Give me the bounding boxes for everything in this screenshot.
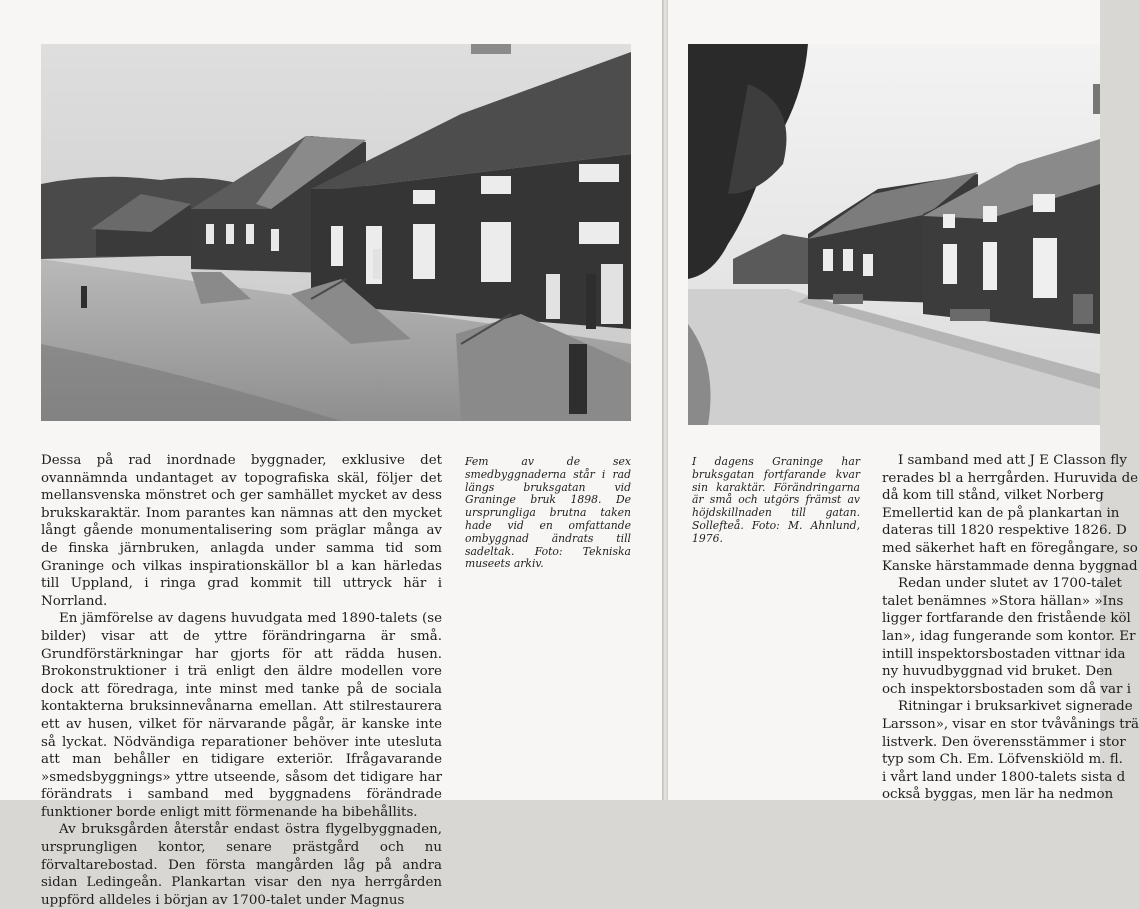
text-line: då kom till stånd, vilket Norberg	[882, 488, 1104, 504]
text-line: med säkerhet haft en föregångare, so	[882, 540, 1138, 556]
text-line: typ som Ch. Em. Löfvenskiöld m. fl.	[882, 752, 1123, 768]
text-line: och inspektorsbostaden som då var i	[882, 681, 1131, 697]
text-line: ny huvudbyggnad vid bruket. Den	[882, 664, 1113, 680]
text-line: talet benämnes »Stora hällan» »Ins	[882, 593, 1124, 609]
paragraph: Av bruksgården återstår endast östra flygelbyggnaden, ursprungligen kontor, senare prästgård och nu förvaltarebostad. Den första mangården låg på andra sidan Ledingeån. Plankartan visar den nya herrgården uppförd alldeles i början av 1700-talet under Magnus	[41, 822, 442, 908]
photo-graninge-1898	[41, 44, 631, 421]
text-line: Emellertid kan de på plankartan in	[882, 505, 1120, 521]
photo-caption-1898: Fem av de sex smedbyggnaderna står i rad längs bruksgatan vid Graninge bruk 1898. De ursprungliga brutna taken hade vid en omfattande ombyggnad ändrats till sadeltak. Foto: Tekniska museets arkiv.	[465, 455, 631, 571]
text-line: I samband med att J E Classon fly	[898, 453, 1127, 468]
photograph-graninge-1898-icon	[41, 44, 631, 421]
text-line: också byggas, men lär ha nedmon	[882, 787, 1114, 803]
paragraph: Dessa på rad inordnade byggnader, exklusive det ovannämnda undantaget av topografiska skäl, följer det mellansvenska mönstret och ger samhället mycket av dess brukskaraktär. Inom parantes kan nämnas att den mycket långt gående monumentalisering som präglar många av de finska järnbruken, anlagda under samma tid som Graninge och vilkas inspirationskällor bl a kan härledas till Uppland, i ringa grad kommit till uttryck här i Norrland.	[41, 453, 442, 609]
text-line: Ritningar i bruksarkivet signerade	[898, 699, 1133, 715]
text-line: i vårt land under 1800-talets sista d	[882, 769, 1126, 785]
text-line: Kanske härstammade denna byggnad	[882, 558, 1138, 574]
photo-caption-1976: I dagens Graninge har bruksgatan fortfarande kvar sin karaktär. Förändringarna är små och utgörs främst av höjdskillnaden till gatan. Sollefteå. Foto: M. Ahnlund, 1976.	[692, 455, 860, 545]
left-body-text	[41, 452, 442, 909]
photo-graninge-1976	[688, 44, 1100, 425]
right-body-text	[882, 452, 1139, 803]
text-line: intill inspektorsbostaden vittnar ida	[882, 646, 1126, 662]
paragraph: En jämförelse av dagens huvudgata med 1890-talets (se bilder) visar att de yttre förändringarna är små. Grundförstärkningar har gjorts för att rädda husen. Brokonstruktioner i trä enligt den äldre modellen vore dock att föredraga, inte minst med tanke på de sociala kontakterna bruksinnevånarna emellan. Att stilrestaurera ett av husen, vilket för närvarande pågår, är kanske inte så lyckat. Nödvändiga reparationer behöver inte utesluta att man behåller en tidigare exteriör. Ifrågavarande »smedsbyggnings» yttre utseende, såsom det tidigare har förändrats i samband med byggnadens förändrade funktioner borde enligt mitt förmenande ha bibehållits.	[41, 611, 442, 820]
text-line: rerades bl a herrgården. Huruvida de	[882, 470, 1139, 486]
text-line: listverk. Den överensstämmer i stor	[882, 734, 1126, 750]
text-line: Redan under slutet av 1700-talet	[898, 576, 1122, 592]
text-line: dateras till 1820 respektive 1826. D	[882, 523, 1127, 539]
text-line: lan», idag fungerande som kontor. Er	[882, 628, 1136, 644]
photograph-graninge-1976-icon	[688, 44, 1100, 425]
text-line: Larsson», visar en stor tvåvånings trä	[882, 716, 1139, 732]
text-line: ligger fortfarande den fristående köl	[882, 611, 1131, 627]
